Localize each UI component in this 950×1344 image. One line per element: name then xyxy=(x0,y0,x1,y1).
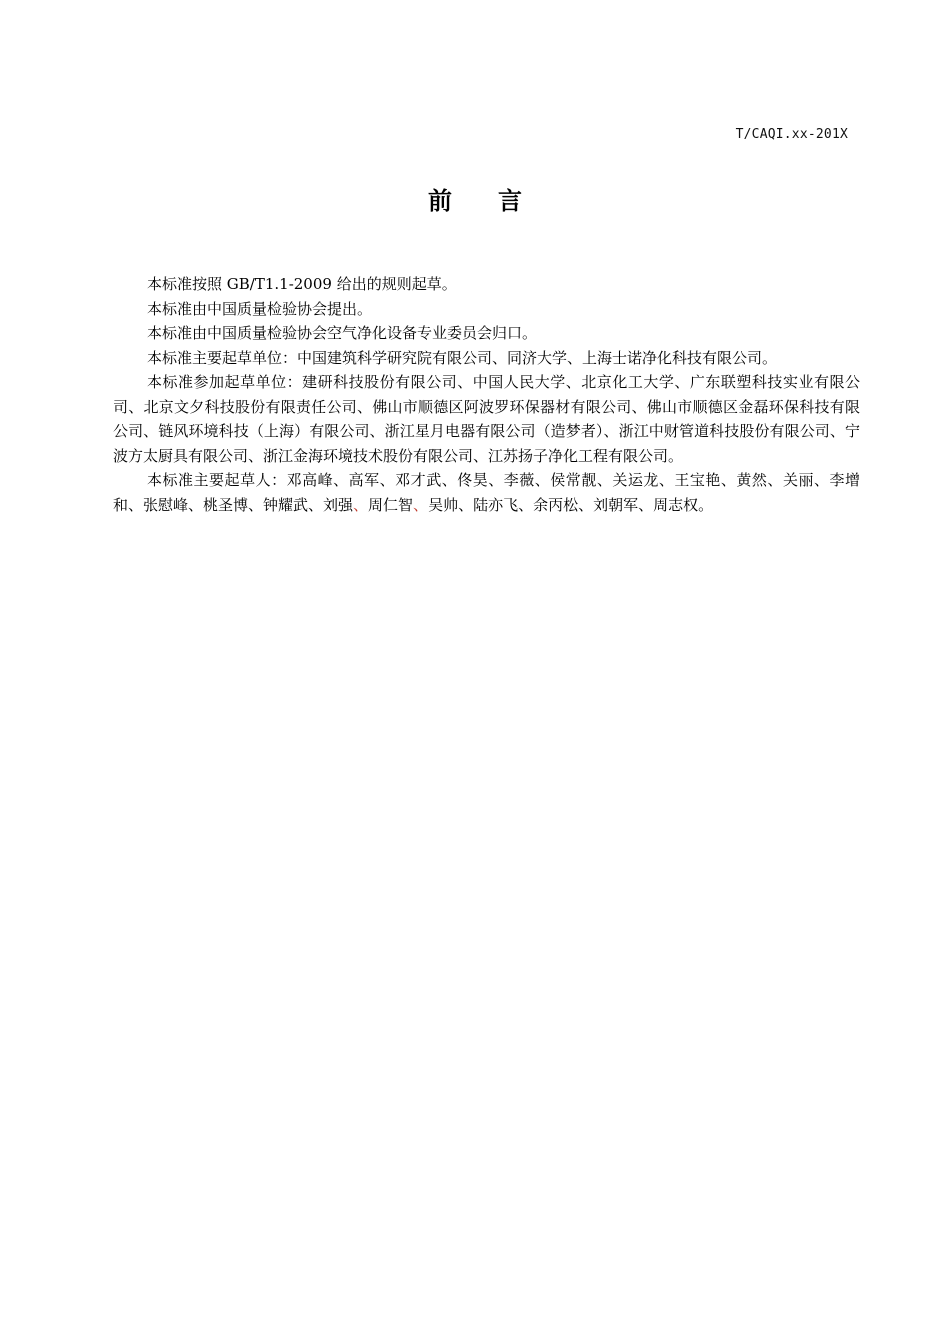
drafters-text-part2: 周仁智 xyxy=(368,495,414,514)
drafters-separator: 、 xyxy=(353,495,369,514)
drafters-text-part1: 本标准主要起草人：邓高峰、高军、邓才武、佟昊、李薇、侯常靓、关运龙、王宝艳、黄然、关丽、李增和、张慰峰、桃圣博、钟耀武、刘强 xyxy=(113,471,860,514)
paragraph-main-drafters xyxy=(113,468,860,517)
drafters-separator: 、 xyxy=(413,495,429,514)
paragraph-administrator: 本标准由中国质量检验协会空气净化设备专业委员会归口。 xyxy=(147,324,538,342)
page-title: 前言 xyxy=(428,187,568,215)
paragraph-main-drafting-units: 本标准主要起草单位：中国建筑科学研究院有限公司、同济大学、上海士诺净化科技有限公司。 xyxy=(147,348,778,367)
paragraph-drafting-rules: 本标准按照 GB/T1.1-2009 给出的规则起草。 xyxy=(147,275,457,293)
paragraph-participating-units: 本标准参加起草单位：建研科技股份有限公司、中国人民大学、北京化工大学、广东联塑科技实业有限公司、北京文夕科技股份有限责任公司、佛山市顺德区阿波罗环保器材有限公司、佛山市顺德区金磊环保科技有限公司、链风环境科技（上海）有限公司、浙江星月电器有限公司（造梦者）、浙江中财管道科技股份有限公司、宁波方太厨具有限公司、浙江金海环境技术股份有限公司、江苏扬子净化工程有限公司。 xyxy=(113,373,860,465)
foreword-body xyxy=(113,272,860,517)
paragraph-proposer: 本标准由中国质量检验协会提出。 xyxy=(147,299,373,318)
drafters-text-part3: 吴帅、陆亦飞、余丙松、刘朝军、周志权。 xyxy=(428,495,714,514)
document-code: T/CAQI.xx-201X xyxy=(735,127,848,142)
